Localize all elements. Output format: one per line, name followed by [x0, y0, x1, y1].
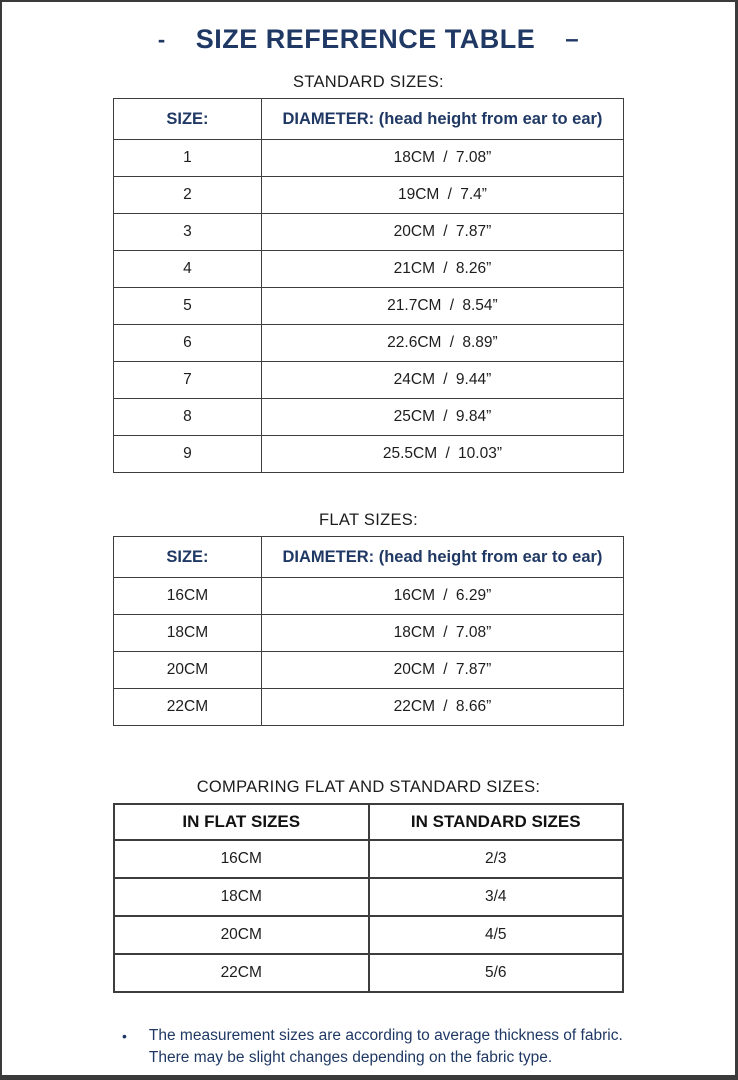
- table-row: [114, 399, 624, 436]
- header-row: [114, 804, 623, 840]
- column-header: DIAMETER: (head height from ear to ear): [261, 99, 623, 140]
- table-cell: 9: [114, 436, 262, 473]
- title-dash-left: -: [157, 26, 166, 52]
- table-row: [114, 652, 624, 689]
- flat-sizes-section: [2, 511, 735, 726]
- table-row: [114, 177, 624, 214]
- comparison-label: COMPARING FLAT AND STANDARD SIZES:: [196, 778, 541, 796]
- column-header: IN STANDARD SIZES: [369, 804, 624, 840]
- standard-sizes-label: STANDARD SIZES:: [293, 73, 444, 91]
- table-row: [114, 916, 623, 954]
- table-cell: 25.5CM / 10.03”: [261, 436, 623, 473]
- flat-sizes-label: FLAT SIZES:: [319, 511, 418, 529]
- footnote-text: [149, 1025, 623, 1070]
- table-row: [114, 689, 624, 726]
- table-cell: 5/6: [369, 954, 624, 992]
- table-cell: 3: [114, 214, 262, 251]
- table-cell: 16CM: [114, 578, 262, 615]
- table-row: [114, 325, 624, 362]
- table-cell: 1: [114, 140, 262, 177]
- header-row: [114, 537, 624, 578]
- table-cell: 4: [114, 251, 262, 288]
- table-cell: 2/3: [369, 840, 624, 878]
- comparison-section: [2, 778, 735, 993]
- column-header: SIZE:: [114, 99, 262, 140]
- title-dash-right: –: [565, 25, 580, 53]
- footnote-line-1: The measurement sizes are according to average thickness of fabric.: [148, 1027, 623, 1044]
- table-cell: 21CM / 8.26”: [261, 251, 623, 288]
- header-row: [114, 99, 624, 140]
- table-cell: 16CM / 6.29”: [261, 578, 623, 615]
- flat-sizes-table: [113, 536, 624, 726]
- standard-sizes-section: [2, 73, 735, 473]
- table-cell: 21.7CM / 8.54”: [261, 288, 623, 325]
- table-row: [114, 878, 623, 916]
- table-cell: 20CM: [114, 916, 369, 954]
- bullet-icon: •: [122, 1028, 127, 1044]
- column-header: SIZE:: [114, 537, 262, 578]
- standard-sizes-table: [113, 98, 624, 473]
- table-cell: 4/5: [369, 916, 624, 954]
- table-cell: 20CM: [114, 652, 262, 689]
- table-cell: 18CM: [114, 878, 369, 916]
- table-cell: 22CM: [114, 689, 262, 726]
- table-cell: 8: [114, 399, 262, 436]
- table-row: [114, 362, 624, 399]
- table-cell: 2: [114, 177, 262, 214]
- table-cell: 18CM / 7.08”: [261, 140, 623, 177]
- table-row: [114, 840, 623, 878]
- table-cell: 6: [114, 325, 262, 362]
- table-cell: 22CM / 8.66”: [261, 689, 623, 726]
- table-cell: 19CM / 7.4”: [261, 177, 623, 214]
- table-cell: 18CM: [114, 615, 262, 652]
- table-cell: 5: [114, 288, 262, 325]
- column-header: IN FLAT SIZES: [114, 804, 369, 840]
- page-title-text: SIZE REFERENCE TABLE: [195, 24, 536, 54]
- table-cell: 22CM: [114, 954, 369, 992]
- table-row: [114, 140, 624, 177]
- page-title: [2, 24, 735, 55]
- table-cell: 7: [114, 362, 262, 399]
- table-cell: 18CM / 7.08”: [261, 615, 623, 652]
- table-row: [114, 615, 624, 652]
- table-cell: 24CM / 9.44”: [261, 362, 623, 399]
- table-row: [114, 436, 624, 473]
- table-row: [114, 578, 624, 615]
- table-row: [114, 214, 624, 251]
- table-cell: 22.6CM / 8.89”: [261, 325, 623, 362]
- table-row: [114, 288, 624, 325]
- table-cell: 16CM: [114, 840, 369, 878]
- footnote: [122, 1025, 642, 1070]
- comparison-table: [113, 803, 624, 993]
- column-header: DIAMETER: (head height from ear to ear): [261, 537, 623, 578]
- table-cell: 20CM / 7.87”: [261, 652, 623, 689]
- footnote-line-2: There may be slight changes depending on the fabric type.: [148, 1049, 553, 1067]
- table-cell: 20CM / 7.87”: [261, 214, 623, 251]
- table-row: [114, 954, 623, 992]
- table-row: [114, 251, 624, 288]
- table-cell: 3/4: [369, 878, 624, 916]
- table-cell: 25CM / 9.84”: [261, 399, 623, 436]
